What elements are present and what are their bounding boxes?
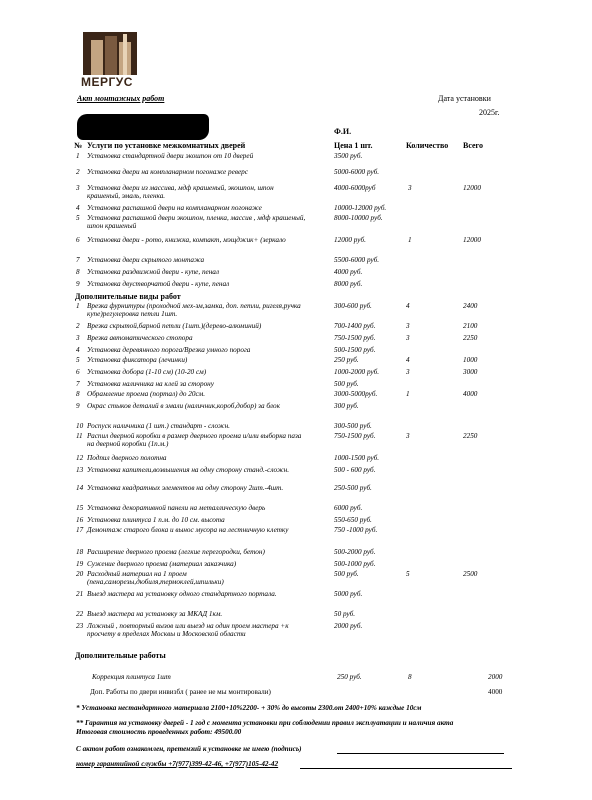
row-num: 16 [76, 516, 84, 524]
row-num: 9 [76, 402, 80, 410]
row-price: 500 руб. [334, 570, 359, 578]
row-name: Установка декоративной панели на металлическую дверь [87, 504, 266, 512]
row-num: 12 [76, 454, 84, 462]
row-name: Роспуск наличника (1 шт.) стандарт - сложн. [87, 422, 230, 430]
row-name: Ложный , повторный вызов или выезд на один проем мастера +к просчету в пределах Москвы и Московской области [87, 622, 289, 639]
row-num: 1 [76, 302, 80, 310]
row-name: Установка стандартной двери экошпон от 10 дверей [87, 152, 254, 160]
install-date-label: Дата установки [438, 94, 491, 103]
row-num: 11 [76, 432, 83, 440]
fio-label: Ф.И. [334, 127, 352, 136]
row-name: Выезд мастера на установку за МКАД 1км. [87, 610, 223, 618]
company-logo [83, 32, 137, 75]
row-num: 4 [76, 346, 80, 354]
row-price: 300 руб. [334, 402, 359, 410]
row-price: 500 руб. [334, 380, 359, 388]
row-num: 9 [76, 280, 80, 288]
row-qty: 3 [406, 334, 410, 342]
row-name: Установка раздвижной двери - купе, пенал [87, 268, 220, 276]
section-title-services: Услуги по установке межкомнатных дверей [87, 141, 246, 150]
row-price: 300-600 руб. [334, 302, 372, 310]
row-price: 3000-5000руб. [334, 390, 378, 398]
row-num: 6 [76, 368, 80, 376]
row-name: Установка квадратных элементов на одну сторону 2шт.-4шт. [87, 484, 284, 492]
row-num: 21 [76, 590, 84, 598]
row-num: 4 [76, 204, 80, 212]
row-qty: 1 [406, 390, 410, 398]
row-total: 2400 [463, 302, 478, 310]
row-total: 1000 [463, 356, 478, 364]
row-num: 6 [76, 236, 80, 244]
col-qty: Количество [406, 141, 449, 150]
row-name: Расширение дверного проема (легкие перегородки, бетон) [87, 548, 265, 556]
row-total: 2100 [463, 322, 478, 330]
redacted-name-block [77, 114, 209, 140]
row-name: Расходный материал на 1 проем (пена,саморезы,дюбиля,термоклей,шпильки) [87, 570, 224, 587]
row-price: 2000 руб. [334, 622, 363, 630]
row-name: Установка плинтуса 1 п.м. до 10 см. высота [87, 516, 225, 524]
row-num: 3 [76, 334, 80, 342]
row-total: 2500 [463, 570, 478, 578]
row-num: 14 [76, 484, 84, 492]
row-price: 500 - 600 руб. [334, 466, 376, 474]
row-total: 12000 [463, 236, 481, 244]
phone-underline [300, 768, 512, 769]
row-total: 2250 [463, 432, 478, 440]
row-qty: 3 [406, 368, 410, 376]
row-name: Подпил дверного полотна [87, 454, 167, 462]
row-price: 500-1500 руб. [334, 346, 376, 354]
row-price: 550-650 руб. [334, 516, 372, 524]
row-num: 7 [76, 380, 80, 388]
signature-line [337, 753, 504, 754]
row-qty: 5 [406, 570, 410, 578]
row-price: 12000 руб. [334, 236, 366, 244]
row-price: 250 руб. [334, 356, 359, 364]
row-num: 15 [76, 504, 84, 512]
row-price: 3500 руб. [334, 152, 363, 160]
row-price: 1000-2000 руб. [334, 368, 380, 376]
row-price: 500-1000 руб. [334, 560, 376, 568]
row-qty: 3 [408, 184, 412, 192]
row-price: 8000 руб. [334, 280, 363, 288]
row-price: 4000 руб. [334, 268, 363, 276]
row-num: 1 [76, 152, 80, 160]
row-price: 6000 руб. [334, 504, 363, 512]
row-price: 750-1500 руб. [334, 334, 376, 342]
extra-total: 2000 [488, 673, 503, 681]
extra-price: 250 руб. [337, 673, 362, 681]
row-num: 5 [76, 214, 80, 222]
row-num: 2 [76, 168, 80, 176]
col-total: Всего [463, 141, 483, 150]
row-name: Демонтаж старого блока и вынос мусора на лестничную клетку [87, 526, 289, 534]
row-num: 10 [76, 422, 84, 430]
row-name: Установка двустворчатой двери - купе, пенал [87, 280, 230, 288]
acknowledgement: С актом работ ознакомлен, претензий к установке не имею (подпись) [76, 745, 302, 753]
year: 2025г. [479, 108, 500, 117]
col-num: № [74, 141, 83, 150]
row-name: Установка добора (1-10 см) (10-20 см) [87, 368, 207, 376]
row-num: 2 [76, 322, 80, 330]
row-price: 4000-6000руб [334, 184, 376, 192]
row-name: Обрамление проема (портал) до 20см. [87, 390, 206, 398]
row-name: Установка капители,возвышения на одну сторону станд.-сложн. [87, 466, 290, 474]
row-name: Установка фиксатора (лечинки) [87, 356, 188, 364]
row-name: Установка двери из массива, мдф крашеный, экошпон, шпон крашеный, эмаль, пленка. [87, 184, 274, 201]
row-name: Окрас стыков деталий в эмали (наличник,короб,добор) за блок [87, 402, 280, 410]
row-price: 1000-1500 руб. [334, 454, 380, 462]
row-name: Сужение дверного проема (материал заказчика) [87, 560, 237, 568]
row-num: 5 [76, 356, 80, 364]
row-num: 3 [76, 184, 80, 192]
row-total: 4000 [463, 390, 478, 398]
extra-name: Коррекция плинтуса 1шт [92, 673, 171, 681]
row-num: 20 [76, 570, 84, 578]
extra-name: Доп. Работы по двери инвизбл ( ранее не мы монтировали) [90, 688, 271, 696]
logo-text: МЕРГУС [81, 75, 133, 89]
row-name: Установка распашной двери экошпон, пленка, массив , мдф крашеный, шпон крашеный [87, 214, 306, 231]
row-qty: 3 [406, 322, 410, 330]
row-name: Распил дверной коробки в размер дверного проема и/или выборка паза на дверной коробки (1п.м.) [87, 432, 302, 449]
row-qty: 4 [406, 356, 410, 364]
row-price: 5500-6000 руб. [334, 256, 380, 264]
row-total: 2250 [463, 334, 478, 342]
row-price: 500-2000 руб. [334, 548, 376, 556]
row-num: 17 [76, 526, 84, 534]
row-price: 250-500 руб. [334, 484, 372, 492]
door-logo-icon [83, 32, 137, 75]
row-price: 750 -1000 руб. [334, 526, 378, 534]
row-price: 750-1500 руб. [334, 432, 376, 440]
row-num: 8 [76, 390, 80, 398]
row-name: Установка двери на компланарном погонаже реверс [87, 168, 248, 176]
note-warranty: ** Гарантия на установку дверей - 1 год с момента установки при соблюдении правил эксплуатации и наличия акта [76, 719, 454, 727]
row-qty: 4 [406, 302, 410, 310]
section-title-extra: Дополнительные работы [75, 651, 166, 660]
row-qty: 1 [408, 236, 412, 244]
row-name: Выезд мастера на установку одного стандартного портала. [87, 590, 277, 598]
row-price: 8000-10000 руб. [334, 214, 383, 222]
row-num: 13 [76, 466, 84, 474]
row-num: 7 [76, 256, 80, 264]
extra-total: 4000 [488, 688, 503, 696]
row-price: 5000-6000 руб. [334, 168, 380, 176]
row-num: 22 [76, 610, 84, 618]
act-title: Акт монтажных работ [77, 94, 165, 103]
row-price: 300-500 руб. [334, 422, 372, 430]
service-phone: номер гарантийной службы +7(977)399-42-46, +7(977)105-42-42 [76, 760, 279, 768]
row-name: Установка двери скрытого монтажа [87, 256, 205, 264]
extra-qty: 8 [408, 673, 412, 681]
row-name: Врезка скрытой,барной петли (1шт.)(дерево-алюминий) [87, 322, 262, 330]
row-name: Установка наличника на клей за сторону [87, 380, 214, 388]
row-name: Врезка автоматического стопора [87, 334, 193, 342]
row-name: Врезка фурнитуры (проходной мех-зм,замка, доп. петли, ригеля,ручка купе)регулеровка петли 1шт. [87, 302, 301, 319]
col-price: Цена 1 шт. [334, 141, 373, 150]
total-cost: Итоговая стоимость проведенных работ: 49500.00 [76, 728, 242, 736]
row-num: 19 [76, 560, 84, 568]
row-price: 5000 руб. [334, 590, 363, 598]
row-price: 50 руб. [334, 610, 356, 618]
row-total: 3000 [463, 368, 478, 376]
row-price: 10000-12000 руб. [334, 204, 387, 212]
row-num: 23 [76, 622, 84, 630]
row-total: 12000 [463, 184, 481, 192]
section-title-additional: Дополнительные виды работ [75, 292, 181, 301]
row-qty: 3 [406, 432, 410, 440]
row-name: Установка распашной двери на компланарном погонаже [87, 204, 262, 212]
note-nonstandard: * Установка нестандартного материала 2100+10%2200- + 30% до высоты 2300.от 2400+10% каждые 10см [76, 704, 422, 712]
row-num: 8 [76, 268, 80, 276]
row-name: Установка деревянного порога/Врезка умного порога [87, 346, 251, 354]
row-price: 700-1400 руб. [334, 322, 376, 330]
row-name: Установка двери - рото, книжка, компакт, мэщджик+ (зеркало [87, 236, 286, 244]
row-num: 18 [76, 548, 84, 556]
